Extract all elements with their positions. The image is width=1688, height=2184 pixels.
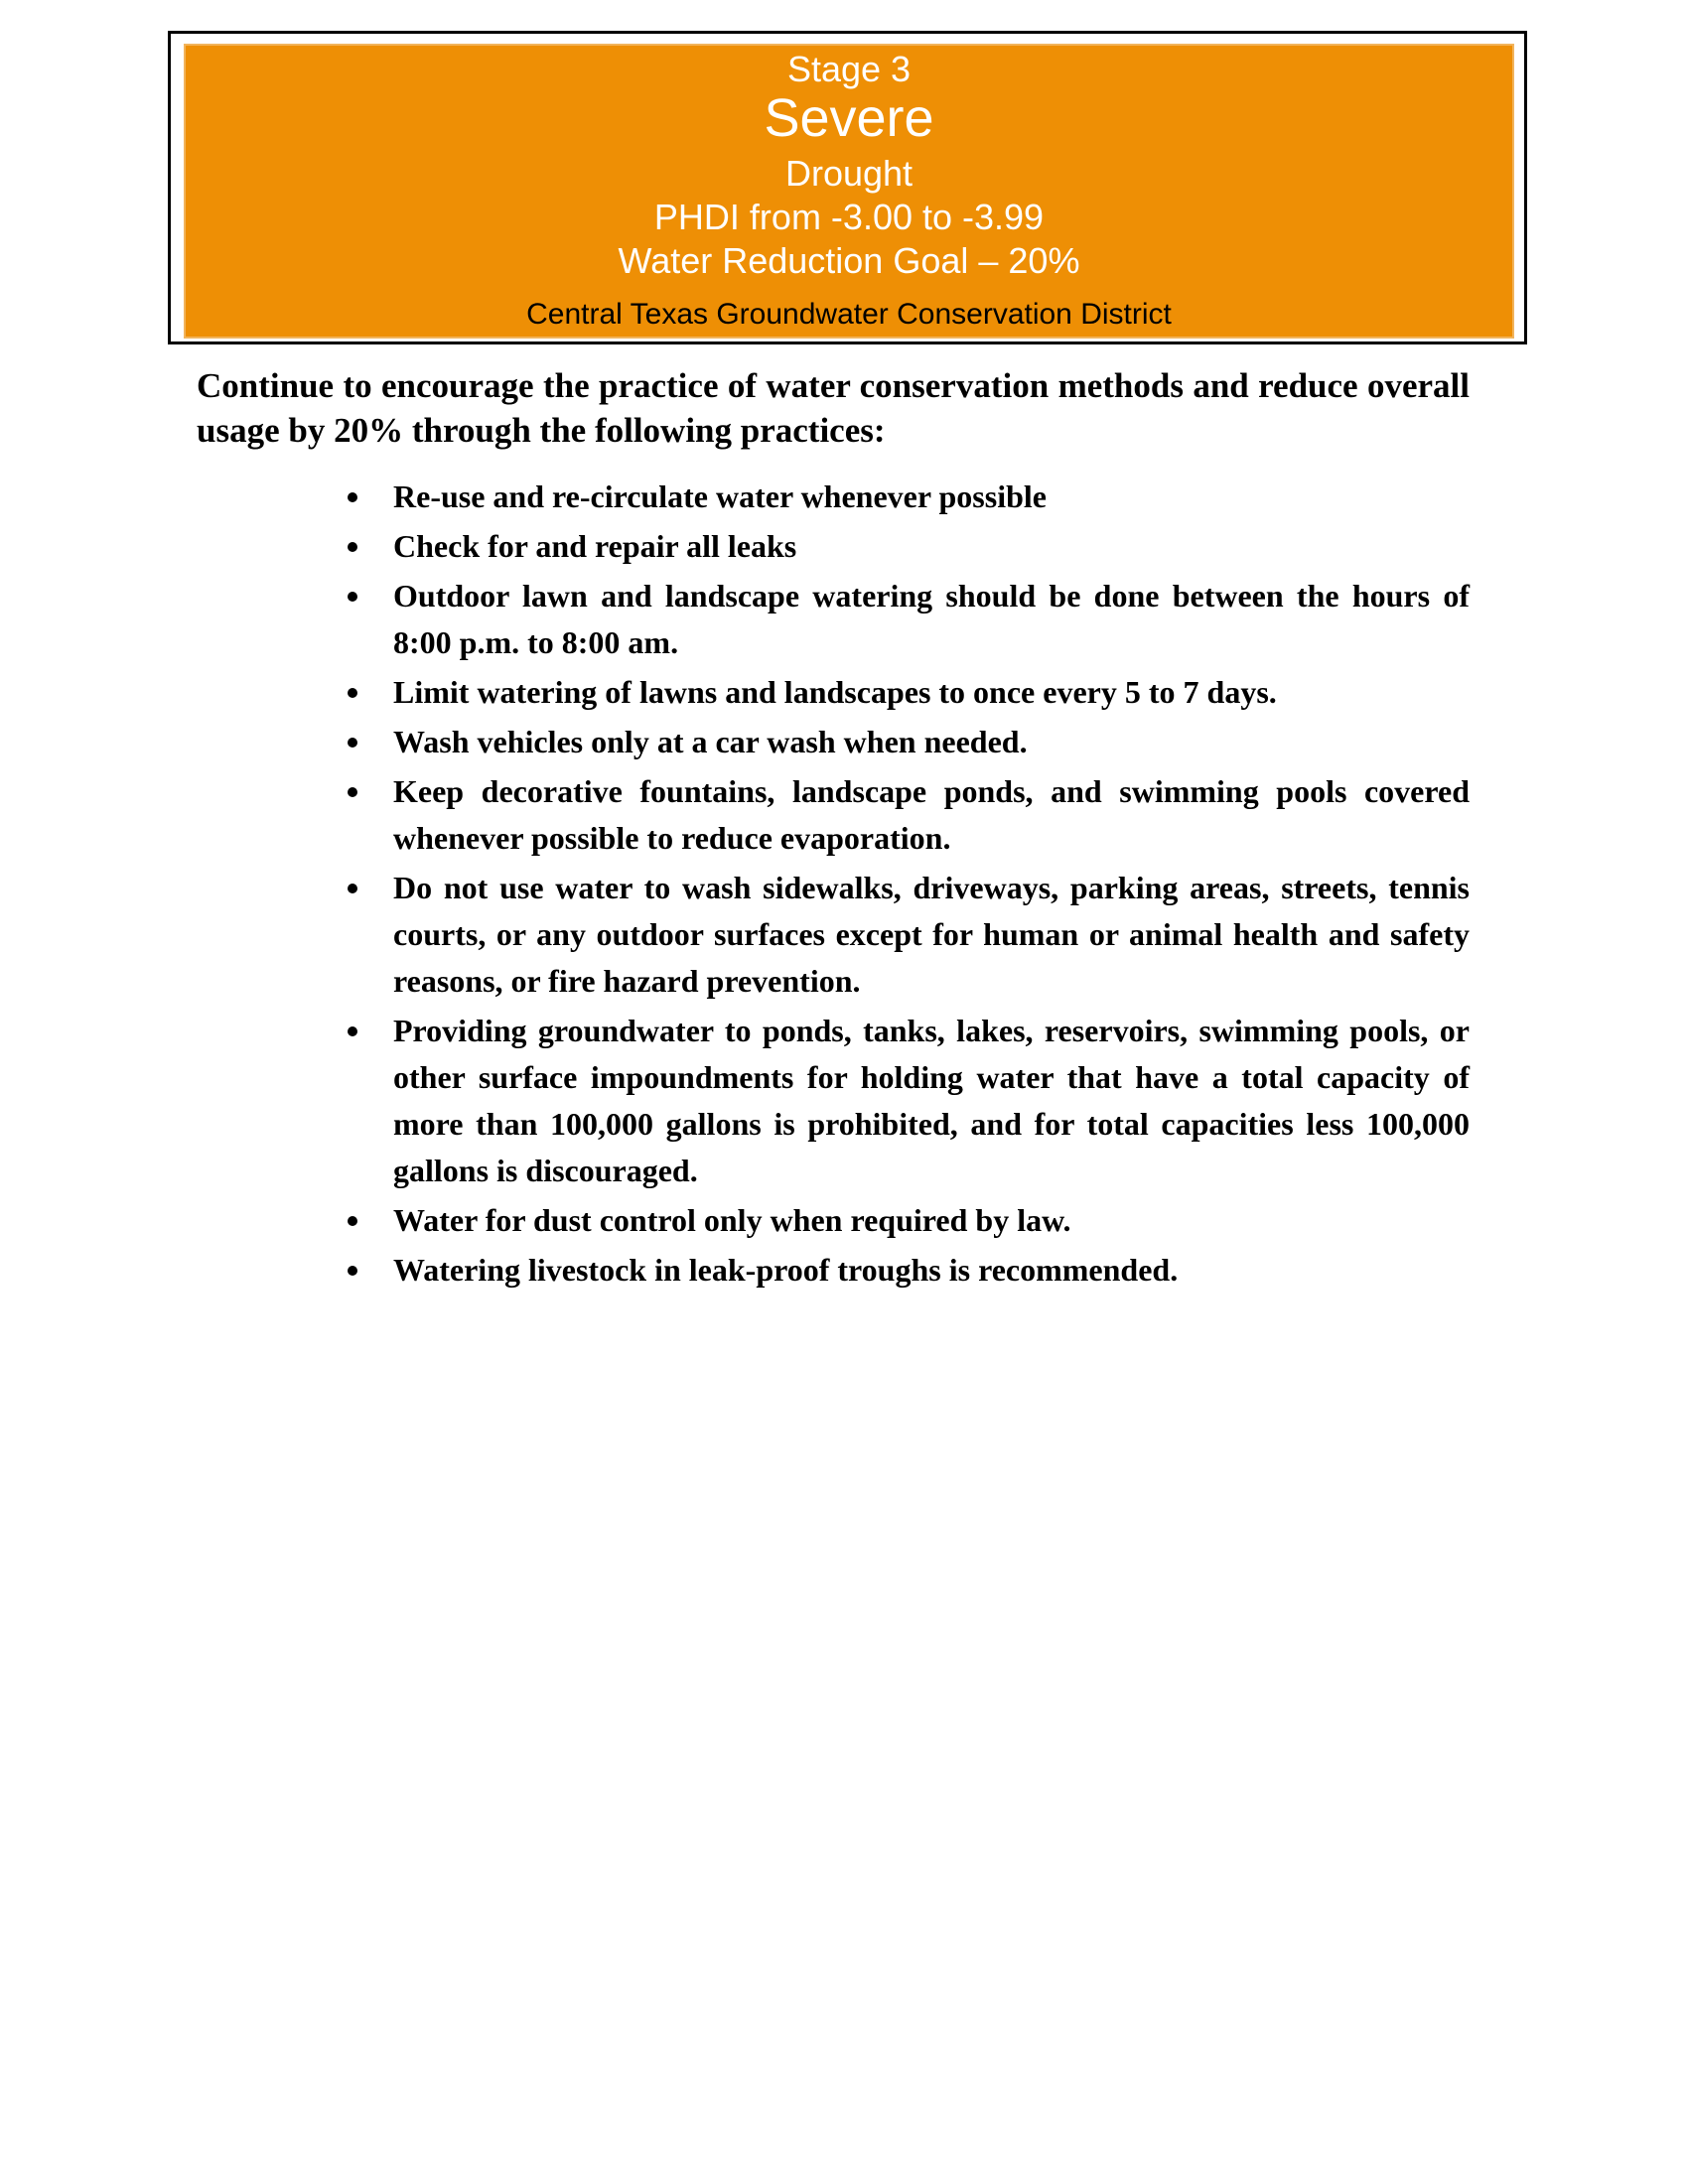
bullet-icon: [348, 787, 357, 797]
intro-paragraph: Continue to encourage the practice of water conservation methods and reduce overall usage by 20% through the following practices:: [197, 366, 1470, 450]
bullet-icon: [348, 884, 357, 893]
practice-text: Limit watering of lawns and landscapes to once every 5 to 7 days.: [393, 674, 1277, 710]
bullet-icon: [348, 592, 357, 602]
severity-title: Severe: [764, 88, 934, 148]
practice-text: Check for and repair all leaks: [393, 528, 797, 564]
practice-text: Water for dust control only when required by law.: [393, 1202, 1071, 1238]
practice-item: [344, 474, 1470, 520]
practice-item: [344, 1008, 1470, 1194]
condition-label: Drought: [784, 153, 914, 194]
bullet-icon: [348, 688, 357, 698]
practice-item: [344, 719, 1470, 765]
practice-text: Keep decorative fountains, landscape ponds, and swimming pools covered whenever possible to reduce evaporation.: [393, 773, 1470, 856]
bullet-icon: [348, 542, 357, 552]
reduction-goal: Water Reduction Goal – 20%: [618, 240, 1080, 281]
district-name: Central Texas Groundwater Conservation District: [526, 298, 1172, 331]
bullet-icon: [348, 492, 357, 502]
phdi-range: PHDI from -3.00 to -3.99: [653, 197, 1045, 237]
practice-item: [344, 523, 1470, 570]
practice-text: Outdoor lawn and landscape watering should be done between the hours of 8:00 p.m. to 8:00 am.: [393, 578, 1470, 660]
practice-item: [344, 1197, 1470, 1244]
practice-item: [344, 865, 1470, 1005]
practice-text: Watering livestock in leak-proof troughs is recommended.: [393, 1252, 1179, 1288]
practice-item: [344, 768, 1470, 862]
bullet-icon: [348, 738, 357, 748]
practice-text: Providing groundwater to ponds, tanks, lakes, reservoirs, swimming pools, or other surface impoundments for holding water that have a total capacity of more than 100,000 gallons is prohibited, and for total capacities less 100,000 gallons is discouraged.: [393, 1013, 1470, 1188]
practice-item: [344, 669, 1470, 716]
practices-list: [344, 474, 1470, 1297]
stage-header-box: [184, 44, 1514, 339]
practice-item: [344, 573, 1470, 666]
stage-label: Stage 3: [786, 49, 912, 89]
bullet-icon: [348, 1266, 357, 1276]
bullet-icon: [348, 1026, 357, 1036]
practice-item: [344, 1247, 1470, 1294]
bullet-icon: [348, 1216, 357, 1226]
practice-text: Do not use water to wash sidewalks, driveways, parking areas, streets, tennis courts, or any outdoor surfaces except for human or animal health and safety reasons, or fire hazard prevention.: [393, 870, 1470, 999]
practice-text: Wash vehicles only at a car wash when needed.: [393, 724, 1028, 759]
practice-text: Re-use and re-circulate water whenever possible: [393, 478, 1047, 514]
